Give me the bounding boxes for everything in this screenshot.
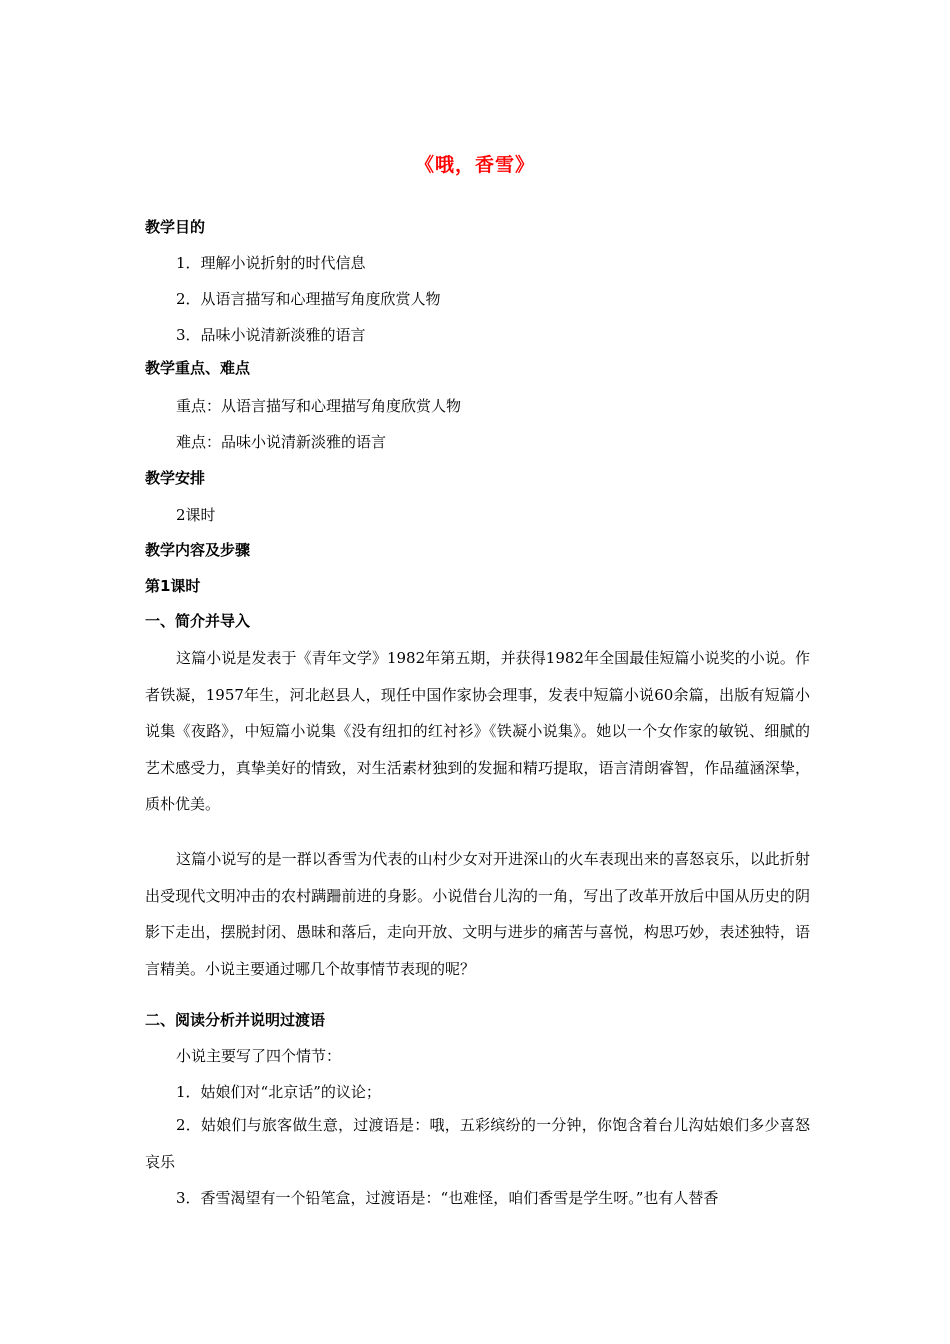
goals-heading: 教学目的 bbox=[145, 218, 206, 236]
goal-item-3: 3．品味小说清新淡雅的语言 bbox=[176, 326, 366, 344]
schedule-value: 2课时 bbox=[176, 506, 216, 524]
document-title: 《哦，香雪》 bbox=[414, 154, 535, 176]
section1-paragraph-1: 这篇小说是发表于《青年文学》1982年第五期，并获得1982年全国最佳短篇小说奖的小说。作者铁凝，1957年生，河北赵县人，现任中国作家协会理事，发表中短篇小说60余篇，出版有短篇小说集《夜路》，中短篇小说集《没有纽扣的红衬衫》《铁凝小说集》。她以一个女作家的敏锐、细腻的艺术感受力，真挚美好的情致，对生活素材独到的发掘和精巧提取，语言清朗睿智，作品蕴涵深挚，质朴优美。 bbox=[145, 649, 810, 814]
section2-intro: 小说主要写了四个情节： bbox=[176, 1047, 342, 1065]
section1-heading: 一、简介并导入 bbox=[145, 612, 251, 630]
key-point-difficulty: 难点：品味小说清新淡雅的语言 bbox=[176, 433, 387, 451]
schedule-heading: 教学安排 bbox=[145, 469, 206, 487]
content-heading: 教学内容及步骤 bbox=[145, 541, 251, 559]
key-point-focus: 重点：从语言描写和心理描写角度欣赏人物 bbox=[176, 397, 462, 415]
plot-item-2: 2．姑娘们与旅客做生意，过渡语是：哦，五彩缤纷的一分钟，你饱含着台儿沟姑娘们多少喜怒哀乐 bbox=[145, 1116, 810, 1171]
section2-heading: 二、阅读分析并说明过渡语 bbox=[145, 1011, 326, 1029]
section1-paragraph-2: 这篇小说写的是一群以香雪为代表的山村少女对开进深山的火车表现出来的喜怒哀乐，以此折射出受现代文明冲击的农村蹒跚前进的身影。小说借台儿沟的一角，写出了改革开放后中国从历史的阴影下走出，摆脱封闭、愚昧和落后，走向开放、文明与进步的痛苦与喜悦，构思巧妙，表述独特，语言精美。小说主要通过哪几个故事情节表现的呢？ bbox=[145, 850, 810, 978]
goal-item-2: 2．从语言描写和心理描写角度欣赏人物 bbox=[176, 290, 441, 308]
plot-item-3: 3．香雪渴望有一个铅笔盒，过渡语是：“也难怪，咱们香雪是学生呀。”也有人替香 bbox=[176, 1189, 719, 1207]
plot-item-1: 1．姑娘们对“北京话”的议论； bbox=[176, 1083, 381, 1101]
lesson-heading: 第1课时 bbox=[145, 577, 201, 595]
key-points-heading: 教学重点、难点 bbox=[145, 359, 251, 377]
goal-item-1: 1．理解小说折射的时代信息 bbox=[176, 254, 366, 272]
